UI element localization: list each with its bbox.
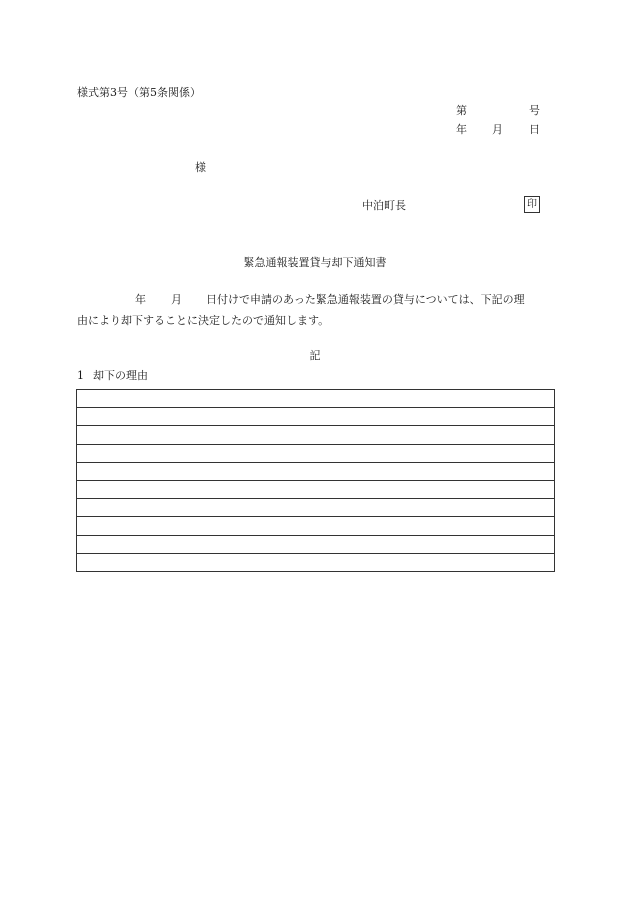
ki-heading: 記 <box>309 349 321 362</box>
reason-row <box>77 535 555 553</box>
reason-cell[interactable] <box>77 462 555 480</box>
document-number-prefix: 第 <box>456 104 467 117</box>
issuer-name: 中泊町長 <box>362 199 406 212</box>
body-paragraph-line-2: 由により却下することに決定したので通知します。 <box>77 314 330 327</box>
body-text-1: 日付けで申請のあった緊急通報装置の貸与については、下記の理 <box>206 293 525 306</box>
reason-cell[interactable] <box>77 444 555 462</box>
reason-table <box>76 389 555 572</box>
form-number: 様式第3号（第5条関係） <box>77 86 201 99</box>
reason-cell[interactable] <box>77 426 555 444</box>
reason-row <box>77 444 555 462</box>
reason-cell[interactable] <box>77 480 555 498</box>
date-year-label: 年 <box>456 123 467 136</box>
reason-row <box>77 517 555 535</box>
reason-row <box>77 408 555 426</box>
reason-cell[interactable] <box>77 517 555 535</box>
seal-mark: 印 <box>524 196 540 213</box>
date-day-label: 日 <box>529 123 540 136</box>
section-heading <box>77 369 148 383</box>
section-label: 却下の理由 <box>93 369 148 382</box>
reason-cell[interactable] <box>77 390 555 408</box>
body-paragraph-line-1 <box>77 293 525 307</box>
reason-row <box>77 462 555 480</box>
reason-row <box>77 426 555 444</box>
reason-row <box>77 390 555 408</box>
document-title: 緊急通報装置貸与却下通知書 <box>243 256 387 269</box>
section-number: 1 <box>77 369 84 382</box>
reason-cell[interactable] <box>77 535 555 553</box>
reason-row <box>77 499 555 517</box>
body-year-label: 年 <box>135 293 146 306</box>
document-number-suffix: 号 <box>529 104 540 117</box>
reason-cell[interactable] <box>77 408 555 426</box>
date-month-label: 月 <box>492 123 503 136</box>
reason-cell[interactable] <box>77 499 555 517</box>
body-month-label: 月 <box>171 293 182 306</box>
reason-row <box>77 480 555 498</box>
reason-cell[interactable] <box>77 553 555 571</box>
reason-row <box>77 553 555 571</box>
addressee-honorific: 様 <box>195 161 206 174</box>
